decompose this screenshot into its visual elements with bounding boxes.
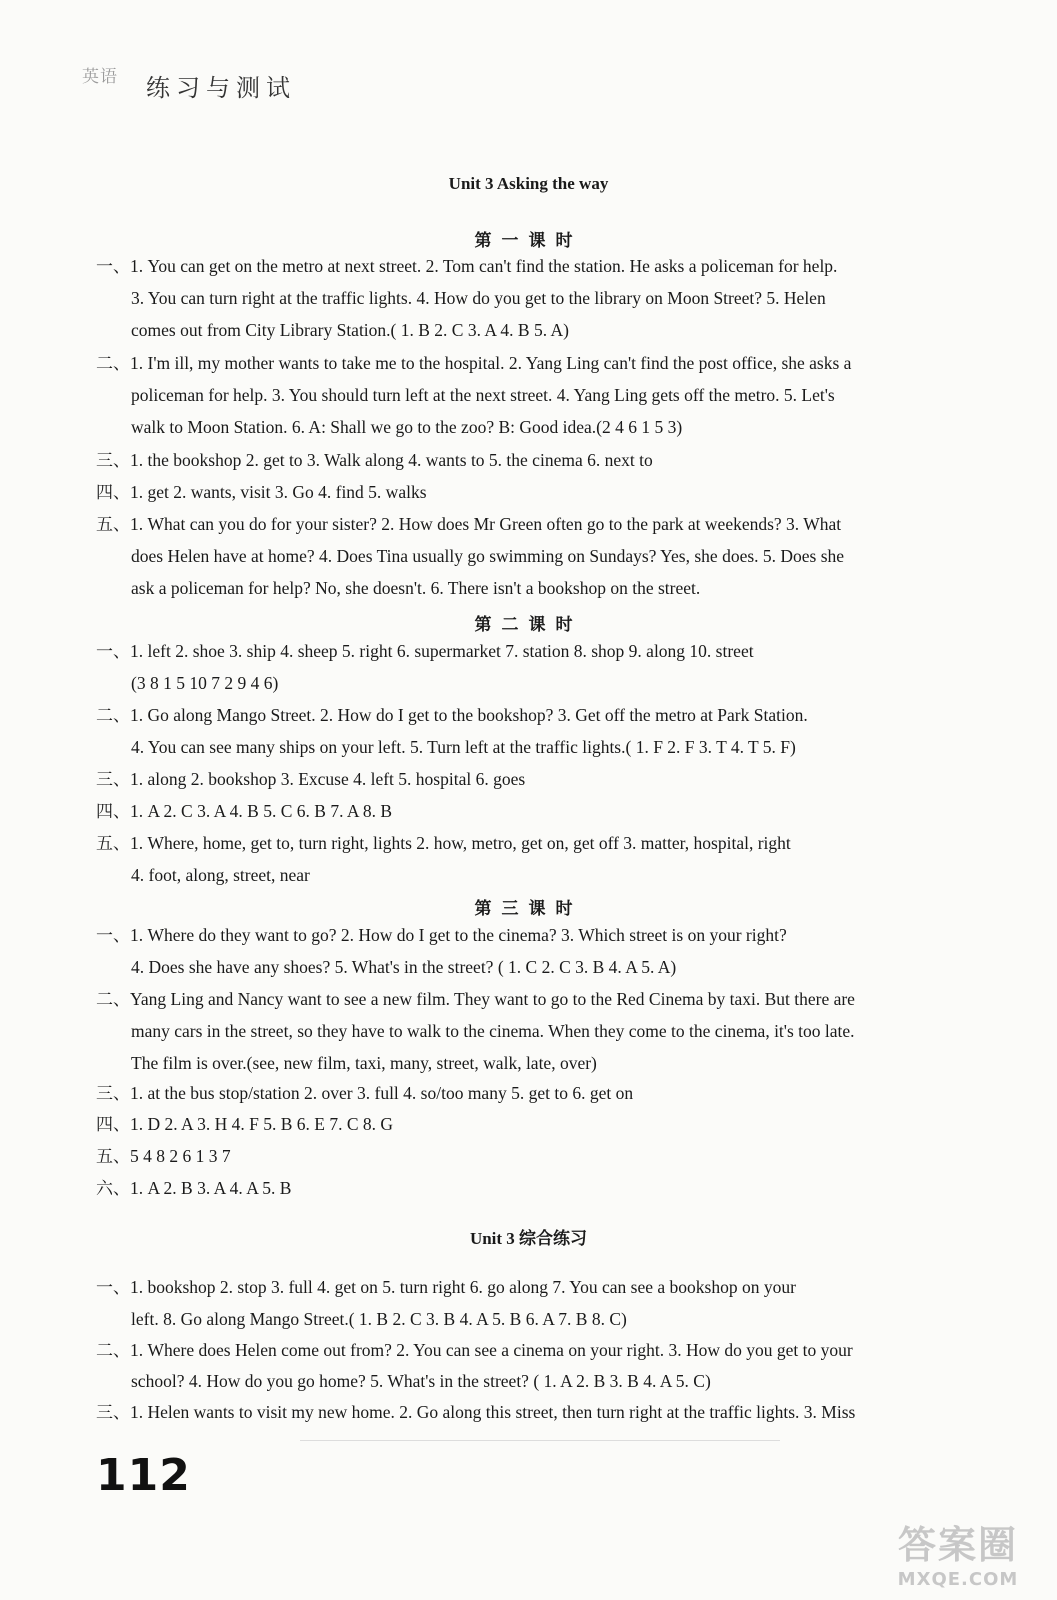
watermark-en: MXQE.COM (897, 1569, 1019, 1590)
answer-text: 1. bookshop 2. stop 3. full 4. get on 5. turn right 6. go along 7. You can see a bookshop on your (130, 1277, 796, 1297)
answer-text: (3 8 1 5 10 7 2 9 4 6) (131, 673, 279, 693)
answer-line (96, 1276, 796, 1299)
unit-title: Unit 3 Asking the way (448, 174, 609, 193)
answer-text: 1. D 2. A 3. H 4. F 5. B 6. E 7. C 8. G (130, 1114, 394, 1134)
question-number: 二、 (96, 354, 130, 374)
question-number: 六、 (96, 1179, 130, 1199)
subject-label: 英语 (82, 67, 118, 87)
answer-line (96, 481, 427, 504)
answer-text: The film is over.(see, new film, taxi, many, street, walk, late, over) (131, 1053, 597, 1073)
answer-text: school? 4. How do you go home? 5. What's in the street? ( 1. A 2. B 3. B 4. A 5. C) (131, 1371, 711, 1391)
answer-line (96, 1145, 231, 1168)
answer-text: 1. the bookshop 2. get to 3. Walk along 4. wants to 5. the cinema 6. next to (130, 450, 653, 470)
answer-text: 1. Where does Helen come out from? 2. You can see a cinema on your right. 3. How do you get to your (130, 1340, 853, 1360)
answer-line (96, 513, 841, 536)
answer-text: 1. I'm ill, my mother wants to take me to the hospital. 2. Yang Ling can't find the post office, she asks a (130, 353, 852, 373)
answer-text: does Helen have at home? 4. Does Tina usually go swimming on Sundays? Yes, she does. 5. Does she (131, 546, 845, 566)
answer-text: comes out from City Library Station.( 1. B 2. C 3. A 4. B 5. A) (131, 320, 569, 340)
answer-line (96, 924, 787, 947)
answer-line (96, 832, 791, 855)
answer-text: left. 8. Go along Mango Street.( 1. B 2. C 3. B 4. A 5. B 6. A 7. B 8. C) (131, 1309, 627, 1329)
review-title: Unit 3 综合练习 (469, 1229, 588, 1248)
question-number: 五、 (96, 834, 130, 854)
answer-text: 4. foot, along, street, near (131, 865, 310, 885)
answer-line (131, 384, 835, 406)
watermark (873, 1514, 1043, 1594)
answer-line (131, 1308, 627, 1330)
answer-line (96, 988, 855, 1011)
question-number: 五、 (96, 1147, 130, 1167)
answer-line (96, 1113, 393, 1136)
question-number: 二、 (96, 706, 130, 726)
question-number: 五、 (96, 515, 130, 535)
answer-text: 1. A 2. C 3. A 4. B 5. C 6. B 7. A 8. B (130, 801, 393, 821)
question-number: 四、 (96, 1115, 130, 1135)
question-number: 三、 (96, 770, 130, 790)
question-number: 二、 (96, 990, 130, 1010)
question-number: 一、 (96, 257, 130, 277)
answer-text: 1. left 2. shoe 3. ship 4. sheep 5. right 6. supermarket 7. station 8. shop 9. along 10. street (130, 641, 754, 661)
answer-text: policeman for help. 3. You should turn left at the next street. 4. Yang Ling gets off the metro. 5. Let's (131, 385, 835, 405)
answer-line (96, 1082, 633, 1105)
question-number: 四、 (96, 802, 130, 822)
question-number: 一、 (96, 926, 130, 946)
answer-line (96, 255, 837, 278)
answer-text: 3. You can turn right at the traffic lights. 4. How do you get to the library on Moon Street? 5. Helen (131, 288, 826, 308)
answer-text: 1. You can get on the metro at next street. 2. Tom can't find the station. He asks a policeman for help. (130, 256, 838, 276)
answer-line (131, 545, 844, 567)
answer-line (131, 956, 676, 978)
question-number: 三、 (96, 1084, 130, 1104)
answer-text: 4. You can see many ships on your left. 5. Turn left at the traffic lights.( 1. F 2. F 3. T 4. T 5. F) (131, 737, 796, 757)
answer-text: 1. A 2. B 3. A 4. A 5. B (130, 1178, 292, 1198)
question-number: 二、 (96, 1341, 130, 1361)
answer-line (131, 1370, 711, 1392)
answer-text: 1. along 2. bookshop 3. Excuse 4. left 5. hospital 6. goes (130, 769, 526, 789)
answer-text: 1. Helen wants to visit my new home. 2. Go along this street, then turn right at the traffic lights. 3. Miss (130, 1402, 856, 1422)
lesson-3-heading: 第三课时 (474, 899, 583, 919)
answer-line (131, 319, 569, 341)
question-number: 一、 (96, 1278, 130, 1298)
watermark-cn: 答案圈 (897, 1523, 1018, 1567)
answer-line (96, 352, 851, 375)
answer-line (131, 287, 826, 309)
answer-text: 1. at the bus stop/station 2. over 3. full 4. so/too many 5. get to 6. get on (130, 1083, 634, 1103)
question-number: 三、 (96, 451, 130, 471)
footer-rule (300, 1440, 780, 1441)
answer-text: 1. Go along Mango Street. 2. How do I get to the bookshop? 3. Get off the metro at Park Station. (130, 705, 808, 725)
answer-line (131, 416, 682, 438)
answer-line (131, 672, 278, 694)
question-number: 四、 (96, 483, 130, 503)
answer-text: 5 4 8 2 6 1 3 7 (130, 1146, 231, 1166)
answer-line (131, 736, 796, 758)
answer-line (131, 864, 310, 886)
answer-line (96, 800, 392, 823)
answer-text: Yang Ling and Nancy want to see a new film. They want to go to the Red Cinema by taxi. But there are (130, 989, 855, 1009)
answer-text: 1. What can you do for your sister? 2. How does Mr Green often go to the park at weekends? 3. What (130, 514, 842, 534)
answer-line (96, 449, 653, 472)
answer-text: 1. Where do they want to go? 2. How do I get to the cinema? 3. Which street is on your right? (130, 925, 787, 945)
book-title: 练习与测试 (146, 74, 296, 102)
answer-text: many cars in the street, so they have to walk to the cinema. When they come to the cinema, it's too late. (131, 1021, 855, 1041)
answer-line (131, 1020, 855, 1042)
answer-line (96, 640, 754, 663)
lesson-1-heading: 第一课时 (474, 231, 583, 251)
question-number: 一、 (96, 642, 130, 662)
lesson-2-heading: 第二课时 (474, 615, 583, 635)
answer-line (96, 1339, 853, 1362)
answer-line (96, 704, 808, 727)
page-number: 112 (96, 1450, 191, 1501)
answer-text: walk to Moon Station. 6. A: Shall we go to the zoo? B: Good idea.(2 4 6 1 5 3) (131, 417, 683, 437)
answer-line (96, 1401, 855, 1424)
answer-text: ask a policeman for help? No, she doesn't. 6. There isn't a bookshop on the street. (131, 578, 701, 598)
answer-text: 1. get 2. wants, visit 3. Go 4. find 5. walks (130, 482, 427, 502)
answer-line (131, 1052, 597, 1074)
question-number: 三、 (96, 1403, 130, 1423)
answer-text: 4. Does she have any shoes? 5. What's in the street? ( 1. C 2. C 3. B 4. A 5. A) (131, 957, 677, 977)
answer-text: 1. Where, home, get to, turn right, lights 2. how, metro, get on, get off 3. matter, hospital, right (130, 833, 791, 853)
answer-line (96, 768, 525, 791)
answer-line (131, 577, 700, 599)
answer-line (96, 1177, 291, 1200)
